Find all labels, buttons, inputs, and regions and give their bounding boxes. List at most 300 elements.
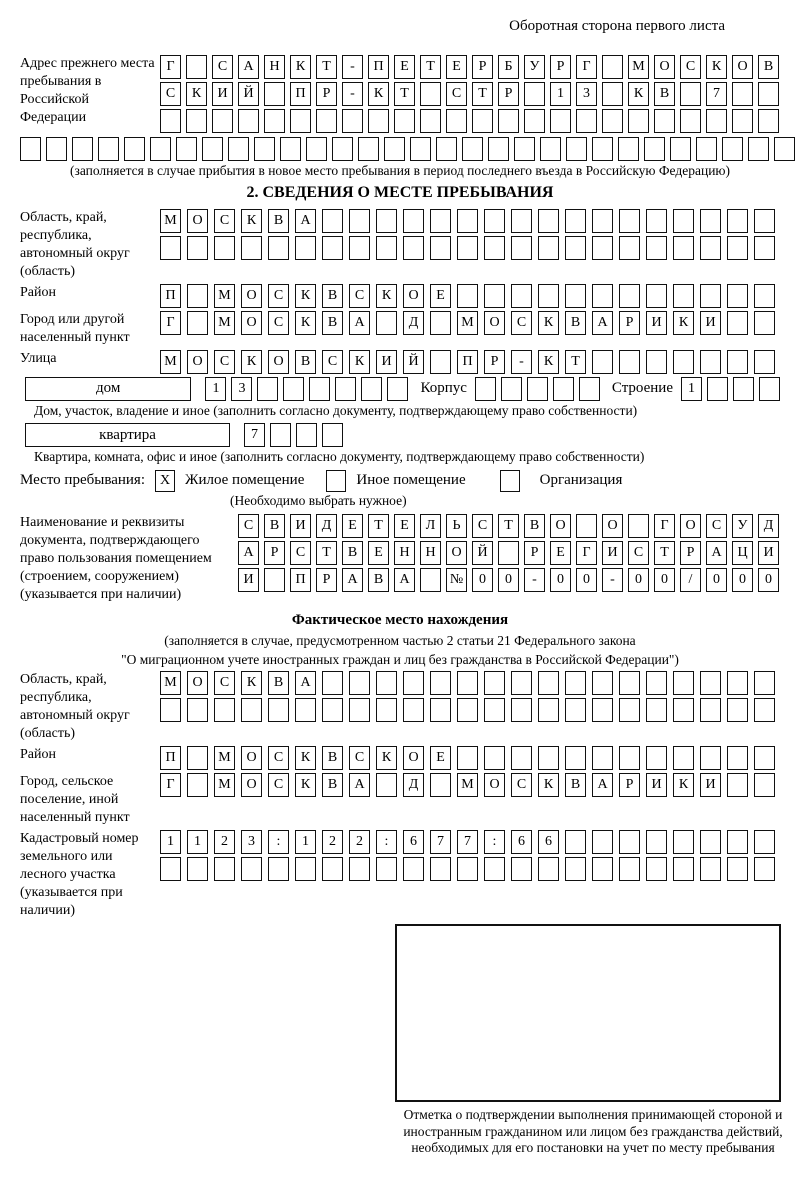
char-cell: Г bbox=[576, 541, 597, 565]
char-cell: - bbox=[524, 568, 545, 592]
char-cell bbox=[754, 857, 775, 881]
char-cell bbox=[732, 82, 753, 106]
char-cell bbox=[484, 857, 505, 881]
char-cell bbox=[335, 377, 356, 401]
char-cell bbox=[309, 377, 330, 401]
char-cell bbox=[268, 236, 289, 260]
char-cell: В bbox=[342, 541, 363, 565]
char-cell: О bbox=[241, 746, 262, 770]
char-cell: А bbox=[238, 541, 259, 565]
char-cell bbox=[727, 209, 748, 233]
char-cell: М bbox=[214, 746, 235, 770]
char-cell: К bbox=[628, 82, 649, 106]
char-cell: О bbox=[241, 311, 262, 335]
char-cell: М bbox=[214, 773, 235, 797]
char-cell: В bbox=[264, 514, 285, 538]
char-cell: Р bbox=[498, 82, 519, 106]
char-cell bbox=[20, 137, 41, 161]
char-cell: 1 bbox=[187, 830, 208, 854]
char-cell: В bbox=[758, 55, 779, 79]
char-cell: Б bbox=[498, 55, 519, 79]
char-cell bbox=[403, 671, 424, 695]
char-cell: 1 bbox=[205, 377, 226, 401]
char-cell: В bbox=[322, 284, 343, 308]
char-cell: 0 bbox=[498, 568, 519, 592]
char-cell: А bbox=[592, 311, 613, 335]
char-cell: Д bbox=[403, 773, 424, 797]
char-cell bbox=[565, 209, 586, 233]
char-cell: П bbox=[290, 568, 311, 592]
stay-type-label: Место пребывания: bbox=[20, 472, 145, 488]
char-cell bbox=[727, 857, 748, 881]
char-cell: В bbox=[322, 746, 343, 770]
char-cell bbox=[322, 236, 343, 260]
char-cell bbox=[488, 137, 509, 161]
char-cell: Р bbox=[472, 55, 493, 79]
document-label: Наименование и реквизиты документа, подтверждающего право пользования помещением (строением, сооружением) (указывается при наличии) bbox=[20, 515, 212, 602]
char-cell bbox=[160, 109, 181, 133]
char-cell: И bbox=[700, 773, 721, 797]
korpus-label: Корпус bbox=[420, 380, 467, 396]
char-cell bbox=[619, 857, 640, 881]
char-cell bbox=[550, 109, 571, 133]
char-cell bbox=[280, 137, 301, 161]
apartment-note: Квартира, комната, офис и иное (заполнить согласно документу, подтверждающему право собственности) bbox=[34, 449, 645, 464]
actual-location-note-2: "О миграционном учете иностранных граждан и лиц без гражданства в Российской Федерации") bbox=[121, 651, 679, 667]
char-cell bbox=[754, 830, 775, 854]
char-cell: О bbox=[484, 311, 505, 335]
char-cell bbox=[754, 209, 775, 233]
field-apartment bbox=[25, 423, 780, 447]
char-cell bbox=[576, 109, 597, 133]
char-cell: В bbox=[268, 209, 289, 233]
char-cell: А bbox=[349, 773, 370, 797]
char-cell: С bbox=[706, 514, 727, 538]
char-cell bbox=[700, 671, 721, 695]
char-row bbox=[160, 671, 775, 695]
char-cell: К bbox=[673, 311, 694, 335]
char-cell: Р bbox=[619, 311, 640, 335]
region-label: Область, край, республика, автономный округ (область) bbox=[20, 209, 130, 279]
char-cell bbox=[322, 423, 343, 447]
char-cell: И bbox=[700, 311, 721, 335]
field-house bbox=[25, 377, 780, 401]
char-cell: Р bbox=[524, 541, 545, 565]
char-cell: Т bbox=[654, 541, 675, 565]
char-cell bbox=[484, 671, 505, 695]
char-cell bbox=[384, 137, 405, 161]
char-row bbox=[238, 541, 779, 565]
char-cell: К bbox=[706, 55, 727, 79]
char-cell: Д bbox=[316, 514, 337, 538]
char-cell bbox=[727, 773, 748, 797]
char-cell: О bbox=[268, 350, 289, 374]
char-row bbox=[681, 377, 780, 401]
confirmation-stamp-box bbox=[395, 924, 781, 1102]
char-cell bbox=[700, 209, 721, 233]
char-cell: Й bbox=[238, 82, 259, 106]
char-cell bbox=[457, 236, 478, 260]
char-cell bbox=[228, 137, 249, 161]
char-cell: 0 bbox=[550, 568, 571, 592]
char-cell bbox=[754, 671, 775, 695]
char-cell: Г bbox=[160, 311, 181, 335]
char-cell: К bbox=[538, 350, 559, 374]
char-cell bbox=[430, 311, 451, 335]
char-cell bbox=[264, 109, 285, 133]
char-cell: Е bbox=[430, 284, 451, 308]
char-cell: С bbox=[446, 82, 467, 106]
char-cell bbox=[501, 377, 522, 401]
cadastral-grid bbox=[160, 830, 775, 920]
char-row bbox=[475, 377, 600, 401]
char-cell: - bbox=[342, 55, 363, 79]
char-row bbox=[160, 109, 779, 133]
char-cell bbox=[732, 109, 753, 133]
char-cell bbox=[592, 671, 613, 695]
char-cell bbox=[238, 109, 259, 133]
page-side-note: Оборотная сторона первого листа bbox=[509, 18, 725, 34]
char-cell: 0 bbox=[654, 568, 675, 592]
char-cell: 6 bbox=[403, 830, 424, 854]
char-cell bbox=[646, 857, 667, 881]
char-cell: 7 bbox=[457, 830, 478, 854]
char-cell: М bbox=[214, 284, 235, 308]
char-cell: О bbox=[680, 514, 701, 538]
char-cell bbox=[754, 311, 775, 335]
street-label: Улица bbox=[20, 350, 57, 366]
char-cell: К bbox=[376, 746, 397, 770]
char-row bbox=[160, 209, 775, 233]
char-cell: О bbox=[187, 209, 208, 233]
char-row bbox=[160, 830, 775, 854]
char-cell bbox=[361, 377, 382, 401]
char-cell bbox=[187, 857, 208, 881]
char-cell: С bbox=[322, 350, 343, 374]
char-cell: 1 bbox=[295, 830, 316, 854]
char-cell bbox=[646, 830, 667, 854]
char-cell: К bbox=[368, 82, 389, 106]
char-cell bbox=[700, 236, 721, 260]
char-cell bbox=[700, 698, 721, 722]
char-cell bbox=[484, 209, 505, 233]
char-cell bbox=[349, 698, 370, 722]
char-cell bbox=[524, 82, 545, 106]
char-cell: Г bbox=[576, 55, 597, 79]
char-cell bbox=[186, 55, 207, 79]
char-cell bbox=[306, 137, 327, 161]
char-cell: Й bbox=[472, 541, 493, 565]
char-cell bbox=[430, 350, 451, 374]
char-cell: О bbox=[187, 671, 208, 695]
char-cell bbox=[376, 236, 397, 260]
actual-location-title: Фактическое место нахождения bbox=[291, 612, 509, 628]
char-cell: О bbox=[187, 350, 208, 374]
char-cell: 1 bbox=[160, 830, 181, 854]
char-cell: М bbox=[214, 311, 235, 335]
district-label: Район bbox=[20, 284, 56, 300]
option-other-premises-label: Иное помещение bbox=[356, 472, 466, 488]
char-cell bbox=[457, 284, 478, 308]
char-cell bbox=[754, 350, 775, 374]
char-cell: О bbox=[446, 541, 467, 565]
char-row bbox=[238, 514, 779, 538]
checkbox-other-premises bbox=[326, 470, 346, 492]
char-cell: С bbox=[214, 671, 235, 695]
field-street bbox=[20, 350, 780, 374]
char-cell bbox=[592, 746, 613, 770]
char-cell bbox=[511, 671, 532, 695]
char-cell bbox=[673, 236, 694, 260]
char-cell: № bbox=[446, 568, 467, 592]
char-cell bbox=[295, 857, 316, 881]
char-cell bbox=[202, 137, 223, 161]
char-cell bbox=[619, 671, 640, 695]
char-cell bbox=[403, 209, 424, 233]
actual-region-label: Область, край, республика, автономный округ (область) bbox=[20, 672, 130, 741]
field-stay-type bbox=[20, 470, 780, 492]
char-cell bbox=[565, 671, 586, 695]
char-cell bbox=[592, 830, 613, 854]
char-cell bbox=[673, 698, 694, 722]
char-cell bbox=[511, 857, 532, 881]
char-cell bbox=[602, 82, 623, 106]
stroenie-label: Строение bbox=[611, 380, 673, 396]
char-cell bbox=[498, 109, 519, 133]
char-cell bbox=[394, 109, 415, 133]
char-cell bbox=[538, 284, 559, 308]
char-cell: С bbox=[680, 55, 701, 79]
char-cell bbox=[457, 209, 478, 233]
char-cell: 6 bbox=[511, 830, 532, 854]
char-cell bbox=[462, 137, 483, 161]
field-actual-district bbox=[20, 746, 780, 770]
char-cell bbox=[511, 236, 532, 260]
char-cell: К bbox=[295, 746, 316, 770]
char-cell: М bbox=[457, 311, 478, 335]
char-cell: С bbox=[238, 514, 259, 538]
char-cell bbox=[700, 830, 721, 854]
stay-type-note: (Необходимо выбрать нужное) bbox=[230, 492, 407, 508]
field-cadastral bbox=[20, 830, 780, 920]
house-box-label: дом bbox=[25, 377, 191, 401]
char-cell: К bbox=[538, 311, 559, 335]
char-cell bbox=[754, 773, 775, 797]
char-cell: К bbox=[295, 284, 316, 308]
char-cell bbox=[733, 377, 754, 401]
char-cell bbox=[565, 830, 586, 854]
char-cell: 3 bbox=[231, 377, 252, 401]
char-cell bbox=[673, 350, 694, 374]
char-cell: Г bbox=[160, 773, 181, 797]
char-cell bbox=[758, 109, 779, 133]
char-cell: Д bbox=[758, 514, 779, 538]
char-cell: / bbox=[680, 568, 701, 592]
char-cell: Е bbox=[342, 514, 363, 538]
char-cell: - bbox=[511, 350, 532, 374]
char-cell bbox=[592, 137, 613, 161]
char-cell: Е bbox=[368, 541, 389, 565]
char-cell bbox=[700, 284, 721, 308]
char-cell bbox=[160, 698, 181, 722]
checkbox-organization bbox=[500, 470, 520, 492]
char-cell bbox=[446, 109, 467, 133]
char-cell bbox=[430, 773, 451, 797]
char-cell: Т bbox=[368, 514, 389, 538]
char-cell bbox=[619, 284, 640, 308]
char-cell bbox=[376, 209, 397, 233]
char-cell bbox=[538, 698, 559, 722]
field-region bbox=[20, 209, 780, 281]
char-cell bbox=[700, 857, 721, 881]
char-cell: О bbox=[403, 284, 424, 308]
prev-address-label: Адрес прежнего места пребывания в Российской Федерации bbox=[20, 56, 155, 125]
char-cell: И bbox=[290, 514, 311, 538]
char-cell bbox=[619, 698, 640, 722]
char-cell bbox=[46, 137, 67, 161]
char-cell bbox=[457, 857, 478, 881]
char-cell bbox=[420, 109, 441, 133]
char-cell: В bbox=[654, 82, 675, 106]
char-cell: О bbox=[241, 284, 262, 308]
char-cell: 0 bbox=[628, 568, 649, 592]
char-cell bbox=[514, 137, 535, 161]
char-cell bbox=[295, 698, 316, 722]
char-cell bbox=[754, 698, 775, 722]
field-prev-address bbox=[20, 55, 780, 133]
char-cell: 2 bbox=[322, 830, 343, 854]
char-cell bbox=[268, 857, 289, 881]
char-cell bbox=[619, 236, 640, 260]
char-cell bbox=[387, 377, 408, 401]
char-cell bbox=[646, 209, 667, 233]
char-cell: М bbox=[160, 671, 181, 695]
char-cell: А bbox=[295, 671, 316, 695]
char-cell: Р bbox=[550, 55, 571, 79]
char-cell bbox=[673, 857, 694, 881]
char-cell bbox=[484, 284, 505, 308]
char-row bbox=[160, 773, 775, 827]
char-cell bbox=[187, 746, 208, 770]
char-cell bbox=[511, 746, 532, 770]
char-cell bbox=[579, 377, 600, 401]
char-cell bbox=[241, 698, 262, 722]
char-cell bbox=[592, 350, 613, 374]
char-cell: В bbox=[322, 311, 343, 335]
char-cell: И bbox=[376, 350, 397, 374]
char-cell bbox=[268, 698, 289, 722]
char-cell: К bbox=[186, 82, 207, 106]
char-cell: Д bbox=[403, 311, 424, 335]
char-cell: К bbox=[241, 209, 262, 233]
char-cell bbox=[727, 746, 748, 770]
char-cell bbox=[420, 82, 441, 106]
char-cell: А bbox=[349, 311, 370, 335]
char-cell bbox=[124, 137, 145, 161]
char-cell: И bbox=[602, 541, 623, 565]
char-cell bbox=[748, 137, 769, 161]
char-cell: Н bbox=[264, 55, 285, 79]
char-cell bbox=[430, 857, 451, 881]
char-cell: К bbox=[241, 350, 262, 374]
char-cell bbox=[727, 311, 748, 335]
char-cell: П bbox=[368, 55, 389, 79]
char-cell bbox=[680, 109, 701, 133]
char-cell bbox=[403, 857, 424, 881]
char-cell bbox=[98, 137, 119, 161]
char-cell bbox=[619, 209, 640, 233]
char-cell: Р bbox=[680, 541, 701, 565]
char-cell bbox=[673, 746, 694, 770]
char-cell: О bbox=[602, 514, 623, 538]
char-cell: А bbox=[295, 209, 316, 233]
char-cell bbox=[538, 209, 559, 233]
actual-region-grid bbox=[160, 671, 775, 743]
char-cell: Г bbox=[654, 514, 675, 538]
char-cell: К bbox=[538, 773, 559, 797]
char-cell: Р bbox=[264, 541, 285, 565]
char-cell bbox=[566, 137, 587, 161]
char-cell: О bbox=[403, 746, 424, 770]
char-cell bbox=[618, 137, 639, 161]
char-cell bbox=[342, 109, 363, 133]
char-cell bbox=[457, 698, 478, 722]
char-cell bbox=[349, 857, 370, 881]
char-cell bbox=[511, 284, 532, 308]
char-cell: 1 bbox=[550, 82, 571, 106]
char-cell bbox=[290, 109, 311, 133]
char-cell: В bbox=[295, 350, 316, 374]
char-cell bbox=[592, 857, 613, 881]
char-cell: 0 bbox=[706, 568, 727, 592]
char-cell: К bbox=[295, 311, 316, 335]
char-cell bbox=[368, 109, 389, 133]
char-cell bbox=[592, 698, 613, 722]
char-cell bbox=[430, 209, 451, 233]
char-row bbox=[160, 284, 775, 308]
char-cell: 3 bbox=[241, 830, 262, 854]
char-cell bbox=[376, 857, 397, 881]
char-cell bbox=[754, 284, 775, 308]
option-organization-label: Организация bbox=[539, 472, 623, 488]
char-cell bbox=[484, 698, 505, 722]
char-cell: И bbox=[238, 568, 259, 592]
char-cell: А bbox=[238, 55, 259, 79]
char-cell bbox=[358, 137, 379, 161]
char-cell: О bbox=[484, 773, 505, 797]
char-cell: К bbox=[290, 55, 311, 79]
char-cell: 0 bbox=[472, 568, 493, 592]
char-cell: 0 bbox=[758, 568, 779, 592]
prev-address-note: (заполняется в случае прибытия в новое место пребывания в период последнего въезда в Российскую Федерацию) bbox=[69, 163, 731, 178]
char-cell bbox=[565, 698, 586, 722]
char-cell bbox=[472, 109, 493, 133]
char-cell bbox=[436, 137, 457, 161]
char-cell bbox=[484, 236, 505, 260]
char-cell: Т bbox=[420, 55, 441, 79]
char-cell: И bbox=[212, 82, 233, 106]
char-cell: С bbox=[268, 284, 289, 308]
char-cell bbox=[524, 109, 545, 133]
char-cell: : bbox=[268, 830, 289, 854]
char-cell bbox=[322, 671, 343, 695]
char-cell: : bbox=[484, 830, 505, 854]
char-cell bbox=[619, 746, 640, 770]
char-cell: С bbox=[268, 773, 289, 797]
char-cell bbox=[646, 698, 667, 722]
char-cell: С bbox=[349, 746, 370, 770]
char-cell: Р bbox=[619, 773, 640, 797]
